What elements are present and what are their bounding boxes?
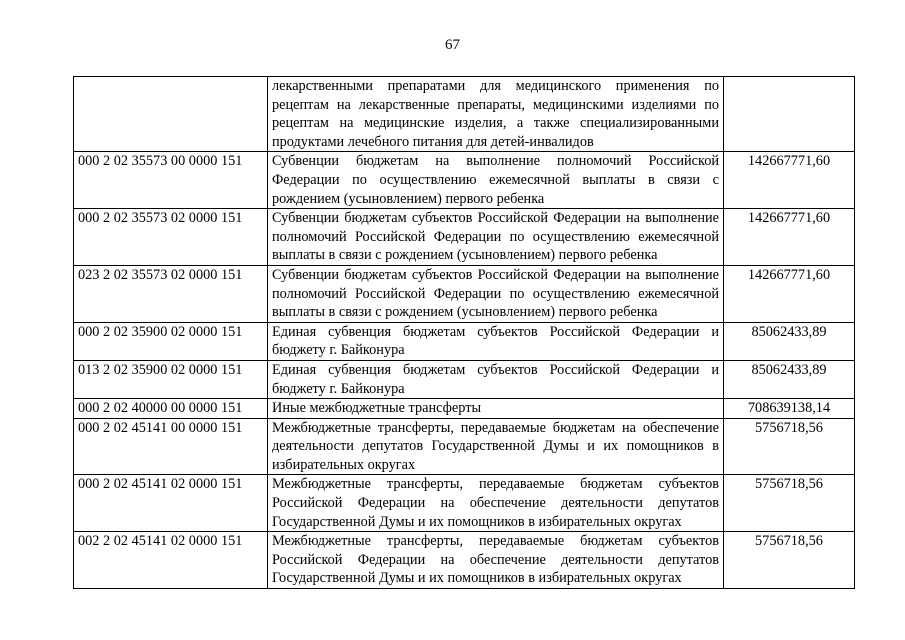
page-number: 67 (445, 37, 460, 53)
budget-code-cell: 000 2 02 35900 02 0000 151 (74, 322, 268, 360)
revenue-name-cell: Субвенции бюджетам субъектов Российской Федерации на выполнение полномочий Российской Федерации по осуществлению ежемесячной выплаты в связи с рождением (усыновлением) первого ребенка (268, 265, 724, 322)
budget-code-cell (74, 77, 268, 152)
revenue-name-cell: Единая субвенция бюджетам субъектов Российской Федерации и бюджету г. Байконура (268, 360, 724, 398)
revenue-name-cell: Межбюджетные трансферты, передаваемые бюджетам на обеспечение деятельности депутатов Государственной Думы и их помощников в избирательных округах (268, 418, 724, 475)
revenue-name-cell: лекарственными препаратами для медицинского применения по рецептам на лекарственные препараты, медицинскими изделиями по рецептам на медицинские изделия, а также специализированными продуктами лечебного питания для детей-инвалидов (268, 77, 724, 152)
amount-cell: 708639138,14 (724, 399, 855, 419)
table-row (74, 152, 855, 209)
table-row (74, 322, 855, 360)
budget-code-cell: 000 2 02 45141 00 0000 151 (74, 418, 268, 475)
table-row (74, 475, 855, 532)
revenue-name-cell: Межбюджетные трансферты, передаваемые бюджетам субъектов Российской Федерации на обеспечение деятельности депутатов Государственной Думы и их помощников в избирательных округах (268, 532, 724, 589)
budget-code-cell: 002 2 02 45141 02 0000 151 (74, 532, 268, 589)
table-row (74, 360, 855, 398)
budget-code-cell: 000 2 02 40000 00 0000 151 (74, 399, 268, 419)
amount-cell: 85062433,89 (724, 360, 855, 398)
table-row (74, 418, 855, 475)
revenue-name-cell: Иные межбюджетные трансферты (268, 399, 724, 419)
table-row (74, 532, 855, 589)
revenue-name-cell: Субвенции бюджетам субъектов Российской Федерации на выполнение полномочий Российской Федерации по осуществлению ежемесячной выплаты в связи с рождением (усыновлением) первого ребенка (268, 209, 724, 266)
amount-cell (724, 77, 855, 152)
revenue-name-cell: Единая субвенция бюджетам субъектов Российской Федерации и бюджету г. Байконура (268, 322, 724, 360)
table-row (74, 209, 855, 266)
budget-code-cell: 000 2 02 35573 00 0000 151 (74, 152, 268, 209)
amount-cell: 142667771,60 (724, 152, 855, 209)
budget-code-cell: 000 2 02 35573 02 0000 151 (74, 209, 268, 266)
revenue-name-cell: Субвенции бюджетам на выполнение полномочий Российской Федерации по осуществлению ежемесячной выплаты в связи с рождением (усыновлением) первого ребенка (268, 152, 724, 209)
revenue-name-cell: Межбюджетные трансферты, передаваемые бюджетам субъектов Российской Федерации на обеспечение деятельности депутатов Государственной Думы и их помощников в избирательных округах (268, 475, 724, 532)
table-row (74, 77, 855, 152)
budget-code-cell: 013 2 02 35900 02 0000 151 (74, 360, 268, 398)
amount-cell: 142667771,60 (724, 209, 855, 266)
table-row (74, 265, 855, 322)
table-row (74, 399, 855, 419)
amount-cell: 5756718,56 (724, 475, 855, 532)
amount-cell: 5756718,56 (724, 532, 855, 589)
budget-revenue-table (73, 76, 855, 589)
budget-code-cell: 023 2 02 35573 02 0000 151 (74, 265, 268, 322)
amount-cell: 142667771,60 (724, 265, 855, 322)
amount-cell: 5756718,56 (724, 418, 855, 475)
budget-code-cell: 000 2 02 45141 02 0000 151 (74, 475, 268, 532)
amount-cell: 85062433,89 (724, 322, 855, 360)
